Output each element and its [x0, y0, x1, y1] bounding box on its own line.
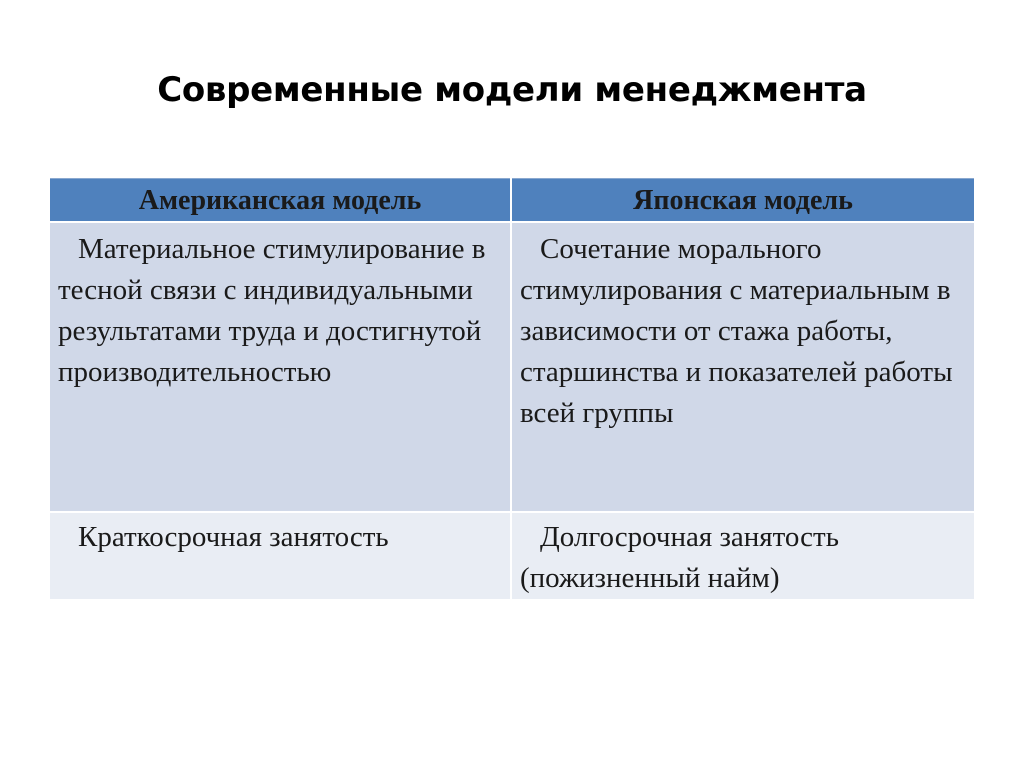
comparison-table [50, 178, 974, 601]
cell-text-american-employment: Краткосрочная занятость [78, 521, 389, 553]
header-japanese-model: Японская модель [511, 179, 974, 223]
table-header-row [50, 179, 974, 223]
slide-title: Современные модели менеджмента [157, 70, 867, 110]
table-cell [511, 222, 974, 512]
table-row [50, 512, 974, 600]
cell-text-japanese-incentives: Сочетание морального стимулирования с материальным в зависимости от стажа работы, старшинства и показателей работы всей группы [520, 233, 953, 429]
table-cell [511, 512, 974, 600]
table-row [50, 222, 974, 512]
cell-text-american-incentives: Материальное стимулирование в тесной связи с индивидуальными результатами труда и достигнутой производительностью [58, 233, 486, 388]
header-american-model: Американская модель [50, 179, 511, 223]
table-cell [50, 512, 511, 600]
cell-text-japanese-employment: Долгосрочная занятость (пожизненный найм) [520, 521, 839, 594]
table-cell [50, 222, 511, 512]
